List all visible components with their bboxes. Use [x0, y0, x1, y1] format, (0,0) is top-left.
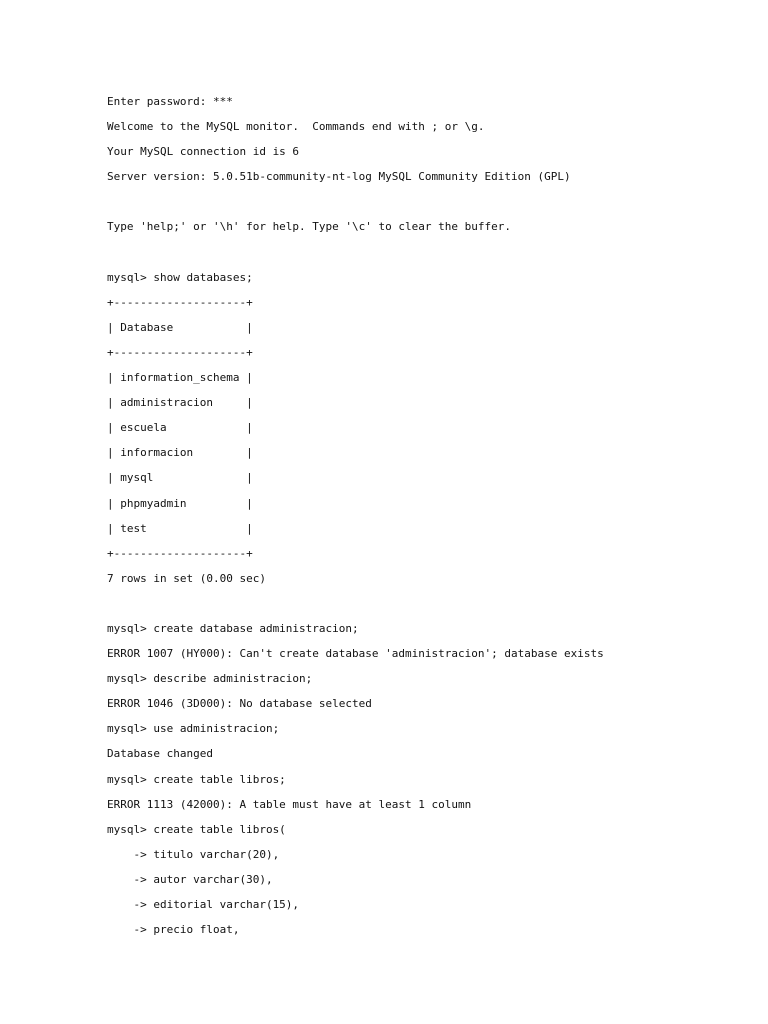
console-line: | mysql |: [107, 471, 253, 485]
console-line: ERROR 1046 (3D000): No database selected: [107, 697, 372, 711]
console-line: Welcome to the MySQL monitor. Commands end with ; or \g.: [107, 120, 485, 134]
console-line: | administracion |: [107, 396, 253, 410]
console-line: Your MySQL connection id is 6: [107, 145, 300, 159]
console-line: [107, 240, 747, 265]
console-line: mysql> show databases;: [107, 270, 253, 284]
console-line: 7 rows in set (0.00 sec): [107, 571, 266, 585]
console-line: -> titulo varchar(20),: [107, 847, 280, 861]
mysql-console-transcript: [107, 89, 747, 942]
console-line: ERROR 1113 (42000): A table must have at least 1 column: [107, 797, 472, 811]
console-line: | informacion |: [107, 446, 253, 460]
console-line: ERROR 1007 (HY000): Can't create database 'administracion'; database exists: [107, 647, 604, 661]
console-line: +--------------------+: [107, 546, 253, 560]
console-line: mysql> use administracion;: [107, 722, 280, 736]
console-line: mysql> create database administracion;: [107, 621, 359, 635]
console-line: [107, 189, 747, 214]
console-line: Type 'help;' or '\h' for help. Type '\c' to clear the buffer.: [107, 220, 511, 234]
console-line: +--------------------+: [107, 295, 253, 309]
console-line: Enter password: ***: [107, 95, 233, 108]
console-line: | phpmyadmin |: [107, 496, 253, 510]
console-line: Server version: 5.0.51b-community-nt-log MySQL Community Edition (GPL): [107, 170, 571, 184]
console-line: -> autor varchar(30),: [107, 872, 273, 886]
console-line: -> precio float,: [107, 923, 240, 937]
console-line: -> editorial varchar(15),: [107, 898, 300, 911]
console-line: [107, 591, 747, 616]
console-line: +--------------------+: [107, 345, 253, 359]
console-line: | escuela |: [107, 421, 253, 435]
console-line: mysql> describe administracion;: [107, 672, 313, 686]
console-line: | information_schema |: [107, 371, 253, 385]
console-line: | test |: [107, 521, 253, 535]
console-line: | Database |: [107, 320, 253, 334]
console-line: Database changed: [107, 747, 213, 761]
console-line: mysql> create table libros(: [107, 822, 286, 836]
console-line: mysql> create table libros;: [107, 772, 286, 786]
